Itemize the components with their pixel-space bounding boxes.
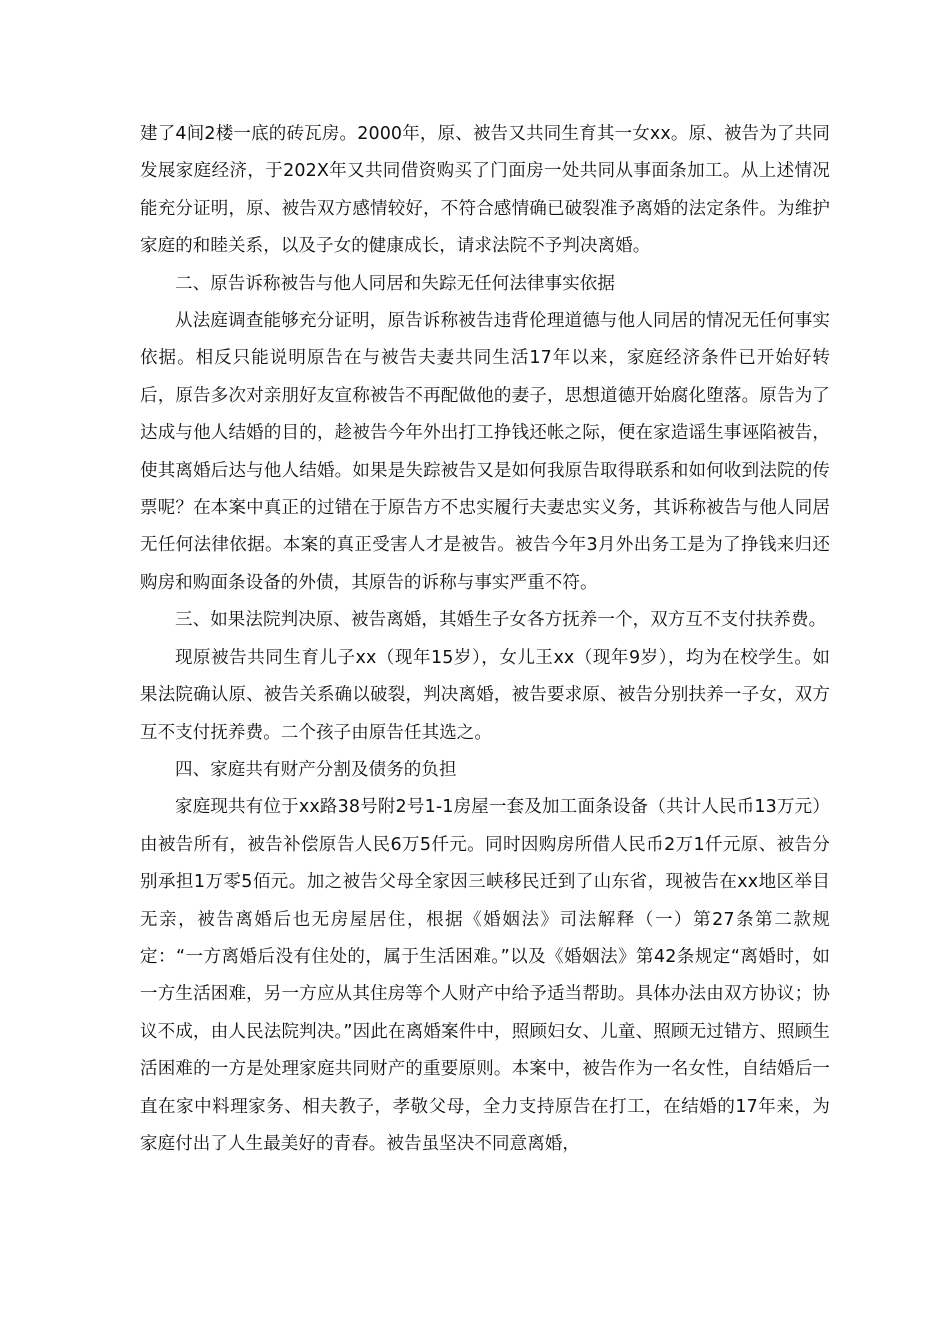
section-heading-4: 四、家庭共有财产分割及债务的负担 [175, 759, 457, 780]
paragraph-2: 从法庭调查能够充分证明，原告诉称被告违背伦理道德与他人同居的情况无任何事实依据。相反只能说明原告在与被告夫妻共同生活17年以来，家庭经济条件已开始好转后，原告多次对亲朋好友宣称被告不再配做他的妻子，思想道德开始腐化堕落。原告为了达成与他人结婚的目的，趁被告今年外出打工挣钱还帐之际，便在家造谣生事诬陷被告，使其离婚后达与他人结婚。如果是失踪被告又是如何我原告取得联系和如何收到法院的传票呢？在本案中真正的过错在于原告方不忠实履行夫妻忠实义务，其诉称被告与他人同居无任何法律依据。本案的真正受害人才是被告。被告今年3月外出务工是为了挣钱来归还购房和购面条设备的外债，其原告的诉称与事实严重不符。 [140, 311, 830, 593]
paragraph-4: 家庭现共有位于xx路38号附2号1-1房屋一套及加工面条设备（共计人民币13万元）由被告所有，被告补偿原告人民6万5仟元。同时因购房所借人民币2万1仟元原、被告分别承担1万零5佰元。加之被告父母全家因三峡移民迁到了山东省，现被告在xx地区举目无亲，被告离婚后也无房屋居住，根据《婚姻法》司法解释（一）第27条第二款规定：“一方离婚后没有住处的，属于生活困难。”以及《婚姻法》第42条规定“离婚时，如一方生活困难，另一方应从其住房等个人财产中给予适当帮助。具体办法由双方协议；协议不成，由人民法院判决。”因此在离婚案件中，照顾妇女、儿童、照顾无过错方、照顾生活困难的一方是处理家庭共同财产的重要原则。本案中，被告作为一名女性，自结婚后一直在家中料理家务、相夫教子，孝敬父母，全力支持原告在打工，在结婚的17年来，为家庭付出了人生最美好的青春。被告虽坚决不同意离婚， [140, 797, 830, 1154]
section-heading-3: 三、如果法院判决原、被告离婚，其婚生子女各方抚养一个，双方互不支付扶养费。 [175, 610, 827, 631]
section-heading-2: 二、原告诉称被告与他人同居和失踪无任何法律事实依据 [175, 273, 615, 294]
paragraph-1: 建了4间2楼一底的砖瓦房。2000年，原、被告又共同生育其一女xx。原、被告为了共同发展家庭经济，于202X年又共同借资购买了门面房一处共同从事面条加工。从上述情况能充分证明，原、被告双方感情较好，不符合感情确已破裂准予离婚的法定条件。为维护家庭的和睦关系，以及子女的健康成长，请求法院不予判决离婚。 [140, 124, 830, 257]
document-body [140, 116, 830, 1163]
paragraph-3: 现原被告共同生育儿子xx（现年15岁），女儿王xx（现年9岁），均为在校学生。如果法院确认原、被告关系确以破裂，判决离婚，被告要求原、被告分别扶养一子女，双方互不支付抚养费。二个孩子由原告任其选之。 [140, 647, 830, 743]
